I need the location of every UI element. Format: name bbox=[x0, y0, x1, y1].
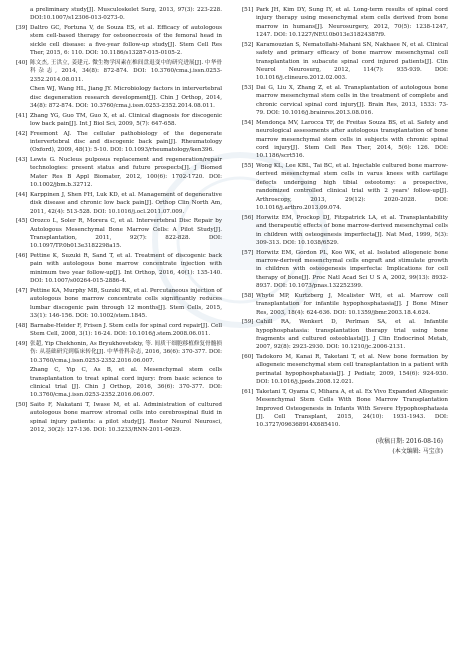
reference-entry bbox=[242, 388, 448, 430]
reference-entry bbox=[16, 130, 222, 155]
reference-number: [44] bbox=[16, 191, 28, 198]
reference-number: [55] bbox=[242, 163, 254, 170]
reference-entry bbox=[242, 292, 448, 317]
reference-text: Chen WJ, Wang HL, Jiang JY. Microbiology factors in intervertebral disc degeneration research development[J]. Chin J Orthop, 2014, 34(8): 872-874. DOI: 10.3760/cma.j.issn.0253-2352.2014.08.011. bbox=[30, 86, 222, 110]
reference-text: Lewis G. Nucleus pulposus replacement and regeneration/repair technologies: present status and future prospects[J]. J Biomed Mater Res B Appl Biomater, 2012, 100(6): 1702-1720. DOI: 10.1002/jbm.b.32712. bbox=[30, 157, 222, 189]
reference-number: [57] bbox=[242, 249, 254, 256]
reference-entry bbox=[242, 214, 448, 248]
reference-text: Horwitz EM, Prockop DJ, Fitzpatrick LA, et al. Transplantability and therapeutic effects of bone marrow-derived mesenchymal cells in children with osteogenesis imperfecta[J]. Nat Med, 1999, 5(3): 309-313. DOI: 10.1038/6529. bbox=[256, 214, 448, 246]
reference-text: Freemont AJ. The cellular pathobiology of the degenerate intervertebral disc and discogenic back pain[J]. Rheumatology (Oxford), 2009, 48(1): 5-10. DOI: 10.1093/rheumatology/ken396. bbox=[30, 130, 222, 154]
reference-text: Tadokoro M, Kanai R, Taketani T, et al. New bone formation by allogeneic mesenchymal stem cell transplantation in a patient with perinatal hypophosphatasia[J]. J Pediatr, 2009, 154(6): 924-930. DOI: 10.1016/j.jpeds.2008.12.021. bbox=[256, 353, 448, 386]
reference-entry bbox=[16, 85, 222, 110]
reference-text: Whyte MP, Kurtzberg J, Mcalister WH, et al. Marrow cell transplantation for infantile hypophosphatasia[J]. J Bone Miner Res, 2003, 18(4): 624-636. DOI: 10.1359/jbmr.2003.18.4.624. bbox=[256, 292, 448, 316]
reference-text: Horwitz EM, Gordon PL, Koo WK, et al. Isolated allogeneic bone marrow-derived mesenchymal cells engraft and stimulate growth in children with osteogenesis imperfecta: Implications for cell therapy of bone[J]. Proc Natl Acad Sci U S A, 2002, 99(13): 8932-8937. DOI: 10.1073/pnas.132252399. bbox=[256, 249, 448, 290]
reference-entry bbox=[16, 191, 222, 216]
reference-page bbox=[16, 6, 449, 654]
reference-entry bbox=[242, 84, 448, 118]
reference-number: [58] bbox=[242, 292, 254, 299]
reference-text: Pettine K, Suzuki R, Sand T, et al. Treatment of discogenic back pain with autologous bone marrow concentrate injection with minimum two year follow-up[J]. Int Orthop, 2016, 40(1): 135-140. DOI: 10.1007/s00264-015-2886-4. bbox=[30, 253, 222, 285]
reference-number: [41] bbox=[16, 112, 28, 119]
reference-text: Karamouzian S, Nematollahi-Mahani SN, Nakhaee N, et al. Clinical safety and primary efficacy of bone marrow mesenchymal cell transplantation in subacute spinal cord injured patients[J]. Clin Neurol Neurosurg, 2012, 114(7): 935-939. DOI: 10.1016/j.clineuro.2012.02.003. bbox=[256, 41, 448, 82]
reference-number: [59] bbox=[242, 319, 254, 326]
reference-number: [46] bbox=[16, 253, 28, 260]
reference-text: 陈文杰, 王洪立, 姜建元. 微生物学因素在椎间盘退变中的研究进展[J]. 中华骨科杂志, 2014, 34(8): 872-874. DOI: 10.3760/cma.j.issn.0253-2352.2014.08.011. bbox=[30, 59, 222, 83]
reference-text: Orozco L, Soler R, Morera C, et al. Intervertebral Disc Repair by Autologous Mesenchymal Bone Marrow Cells: A Pilot Study[J]. Transplantation, 2011, 92(7): 822-828. DOI: 10.1097/TP.0b013e3182298a15. bbox=[30, 218, 222, 250]
reference-number: [53] bbox=[242, 85, 254, 92]
reference-text: Taketani T, Oyama C, Mihara A, et al. Ex Vivo Expanded Allogeneic Mesenchymal Stem Cells With Bone Marrow Transplantation Improved Osteogenesis in Infants With Severe Hypophosphatasia [J]. Cell Transplant, 2015, 24(10): 1931-1943. DOI: 10.3727/096368914X685410. bbox=[256, 388, 448, 429]
reference-text: Wong KL, Lee KBL, Tai BC, et al. Injectable cultured bone marrow-derived mesenchymal stem cells in varus knees with cartilage defects undergoing high tibial osteotomy: a prospective, randomized controlled clinical trial with 2 years' follow-up[J]. Arthroscopy, 2013, 29(12): 2020-2028. DOI: 10.1016/j.arthro.2013.09.074. bbox=[256, 163, 448, 212]
reference-entry bbox=[242, 353, 448, 387]
reference-number: [50] bbox=[16, 401, 28, 408]
article-footer bbox=[376, 437, 443, 457]
reference-number: [54] bbox=[242, 119, 254, 126]
reference-text: 张超, Yip Chekhonin, As Bryukhovetskiy, 等. 间质干细胞移植修复骨髓损伤: 从基础研究到临床转化[J]. 中华骨科杂志, 2016, 36(6): 370-377. DOI: 10.3760/cma.j.issn.0253-2352.2016.06.007. bbox=[30, 340, 222, 364]
reference-text: Park JH, Kim DY, Sung IY, et al. Long-term results of spinal cord injury therapy using mesenchymal stem cells derived from bone marrow in humans[J]. Neurosurgery, 2012, 70(5): 1238-1247, 1247. DOI: 10.1227/NEU.0b013e31824387f9. bbox=[256, 7, 448, 39]
reference-entry bbox=[242, 119, 448, 161]
reference-entry bbox=[16, 340, 222, 365]
reference-number: [40] bbox=[16, 59, 28, 66]
reference-number: [39] bbox=[16, 25, 28, 31]
reference-entry bbox=[16, 217, 222, 251]
reference-text: Cahill RA, Wenkert D, Perlman SA, et al. Infantile hypophosphatasia: transplantation therapy trial using bone fragments and cultured osteoblasts[J]. J Clin Endocrinol Metab, 2007, 92(8): 2923-2930. DOI: 10.1210/jc.2006-2131. bbox=[256, 319, 448, 351]
reference-number: [45] bbox=[16, 218, 28, 225]
reference-text: Mendonça MV, Larocca TF, de Freitas Souza BS, et al. Safety and neurological assessments after autologous transplantation of bone marrow mesenchymal stem cells in subjects with chronic spinal cord injury[J]. Stem Cell Res Ther, 2014, 5(6): 126. DOI: 10.1186/scrt516. bbox=[256, 119, 448, 160]
reference-number: [43] bbox=[16, 157, 28, 164]
right-reference-column bbox=[242, 6, 448, 431]
reference-entry bbox=[16, 59, 222, 84]
reference-number: [49] bbox=[16, 340, 28, 347]
reference-entry bbox=[16, 252, 222, 286]
reference-entry bbox=[16, 156, 222, 190]
reference-number: [61] bbox=[242, 388, 254, 395]
reference-number: [48] bbox=[16, 322, 28, 329]
reference-number: [42] bbox=[16, 130, 28, 137]
reference-entry bbox=[242, 162, 448, 212]
editor-note: (本文编辑: 马宝彦) bbox=[392, 448, 443, 455]
reference-entry bbox=[16, 366, 222, 400]
reference-entry bbox=[242, 249, 448, 291]
reference-text: Dai G, Liu X, Zhang Z, et al. Transplantation of autologous bone marrow mesenchymal stem cells in the treatment of complete and chronic cervical spinal cord injury[J]. Brain Res, 2013, 1533: 73-79. DOI: 10.1016/j.brainres.2013.08.016. bbox=[256, 85, 448, 117]
reference-number: [56] bbox=[242, 214, 254, 221]
reference-text: Pettine KA, Murphy MB, Suzuki RK, et al. Percutaneous injection of autologous bone marrow concentrate cells significantly reduces lumbar discogenic pain through 12 months[J]. Stem Cells, 2015, 33(1): 146-156. DOI: 10.1002/stem.1845. bbox=[30, 287, 222, 320]
reference-text: Daltro GC, Fortuna V, de Souza ES, et al. Efficacy of autologous stem cell-based therapy for osteonecrosis of the femoral head in sickle cell disease: a five-year follow-up study[J]. Stem Cell Res Ther, 2015, 6: 110. DOI: 10.1186/s13287-015-0105-2. bbox=[30, 25, 222, 57]
left-reference-column bbox=[16, 6, 222, 436]
reference-entry bbox=[16, 6, 222, 23]
reference-text: Zhang YG, Guo TM, Guo X, et al. Clinical diagnosis for discogenic low back pain[J]. Int J Biol Sci, 2009, 5(7): 647-658. bbox=[30, 112, 222, 128]
reference-entry bbox=[242, 41, 448, 83]
reference-entry bbox=[16, 287, 222, 321]
reference-entry bbox=[16, 112, 222, 129]
reference-entry bbox=[242, 6, 448, 40]
reference-entry bbox=[16, 401, 222, 435]
reference-number: [51] bbox=[242, 7, 254, 13]
reference-entry bbox=[242, 318, 448, 352]
reference-number: [60] bbox=[242, 353, 254, 360]
reference-text: Zhang C, Yip C, As B, et al. Mesenchymal stem cells transplantation to treat spinal cord injury: from basic science to clinical trial [J]. Chin J Orthop, 2016, 36(6): 370-377. DOI: 10.3760/cma.j.issn.0253-2352.2016.06.007. bbox=[30, 367, 222, 399]
reference-entry bbox=[16, 322, 222, 339]
reference-text: a preliminary study[J]. Musculoskelet Surg, 2013, 97(3): 223-228. DOI:10.1007/s12306-013-0273-0. bbox=[30, 7, 222, 22]
reference-number: [52] bbox=[242, 41, 254, 48]
reference-text: Barnabe-Heider F, Frisen J. Stem cells for spinal cord repair[J]. Cell Stem Cell, 2008, 3(1): 16-24. DOI: 10.1016/j.stem.2008.06.011. bbox=[30, 322, 222, 338]
received-date: (收稿日期: 2016-08-16) bbox=[375, 438, 443, 445]
reference-entry bbox=[16, 24, 222, 58]
reference-number: [47] bbox=[16, 287, 28, 294]
reference-text: Karppinen J, Shen FH, Luk KD, et al. Management of degenerative disk disease and chronic low back pain[J]. Orthop Clin North Am, 2011, 42(4): 513-528. DOI: 10.1016/j.ocl.2011.07.009. bbox=[30, 191, 222, 215]
reference-text: Saito F, Nakatani T, Iwase M, et al. Administration of cultured autologous bone marrow stromal cells into cerebrospinal fluid in spinal injury patients: a pilot study[J]. Restor Neurol Neurosci, 2012, 30(2): 127-136. DOI: 10.3233/RNN-2011-0629. bbox=[30, 401, 222, 434]
